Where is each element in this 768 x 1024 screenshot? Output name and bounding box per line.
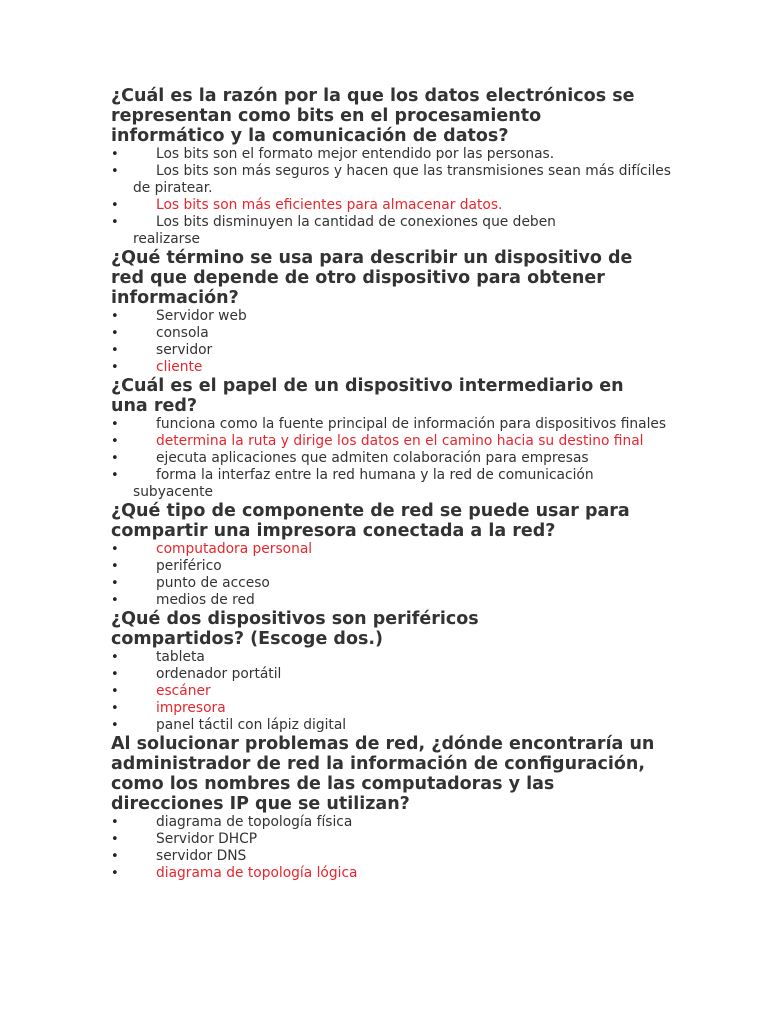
question-title: Al solucionar problemas de red, ¿dónde encontraría un administrador de red la información de configuración, como los nombres de las computadoras y las direcciones IP que se utilizan? — [111, 734, 655, 814]
option-item: • tableta — [111, 649, 671, 666]
question-title: ¿Cuál es la razón por la que los datos electrónicos se representan como bits en el procesamiento informático y la comunicación de datos? — [111, 86, 635, 146]
option-item: • ejecuta aplicaciones que admiten colaboración para empresas — [111, 450, 671, 467]
option-item-correct: • cliente — [111, 359, 671, 376]
option-item: • servidor — [111, 342, 671, 359]
options-list — [111, 541, 671, 609]
option-item: • Servidor DHCP — [111, 831, 671, 848]
option-item: • ordenador portátil — [111, 666, 671, 683]
question-title: ¿Qué término se usa para describir un dispositivo de red que depende de otro dispositivo para obtener información? — [111, 248, 633, 308]
option-item-correct: • determina la ruta y dirige los datos en el camino hacia su destino final — [111, 433, 671, 450]
option-item-correct: • escáner — [111, 683, 671, 700]
question-title: ¿Cuál es el papel de un dispositivo intermediario en una red? — [111, 376, 624, 416]
option-item: • diagrama de topología física — [111, 814, 671, 831]
option-item: • Servidor web — [111, 308, 671, 325]
option-item-correct: • impresora — [111, 700, 671, 717]
option-item-correct: • Los bits son más eficientes para almacenar datos. — [111, 197, 671, 214]
option-item: • forma la interfaz entre la red humana y la red de comunicación subyacente — [111, 467, 671, 501]
option-item: • funciona como la fuente principal de información para dispositivos finales — [111, 416, 671, 433]
option-item: • medios de red — [111, 592, 671, 609]
options-list — [111, 308, 671, 376]
option-item: • consola — [111, 325, 671, 342]
options-list — [111, 146, 671, 248]
option-item: • panel táctil con lápiz digital — [111, 717, 671, 734]
options-list — [111, 814, 671, 882]
option-item-correct: • computadora personal — [111, 541, 671, 558]
question-title: ¿Qué tipo de componente de red se puede usar para compartir una impresora conectada a la red? — [111, 501, 630, 541]
options-list — [111, 649, 671, 734]
quiz-page — [111, 86, 671, 882]
option-item: • punto de acceso — [111, 575, 671, 592]
option-item: • servidor DNS — [111, 848, 671, 865]
options-list — [111, 416, 671, 501]
option-item: • Los bits disminuyen la cantidad de conexiones que deben realizarse — [111, 214, 583, 248]
option-item: • Los bits son más seguros y hacen que las transmisiones sean más difíciles de piratear. — [111, 163, 671, 197]
question-title: ¿Qué dos dispositivos son periféricos compartidos? (Escoge dos.) — [111, 609, 479, 649]
option-item-correct: • diagrama de topología lógica — [111, 865, 671, 882]
option-item: • Los bits son el formato mejor entendido por las personas. — [111, 146, 671, 163]
option-item: • periférico — [111, 558, 671, 575]
